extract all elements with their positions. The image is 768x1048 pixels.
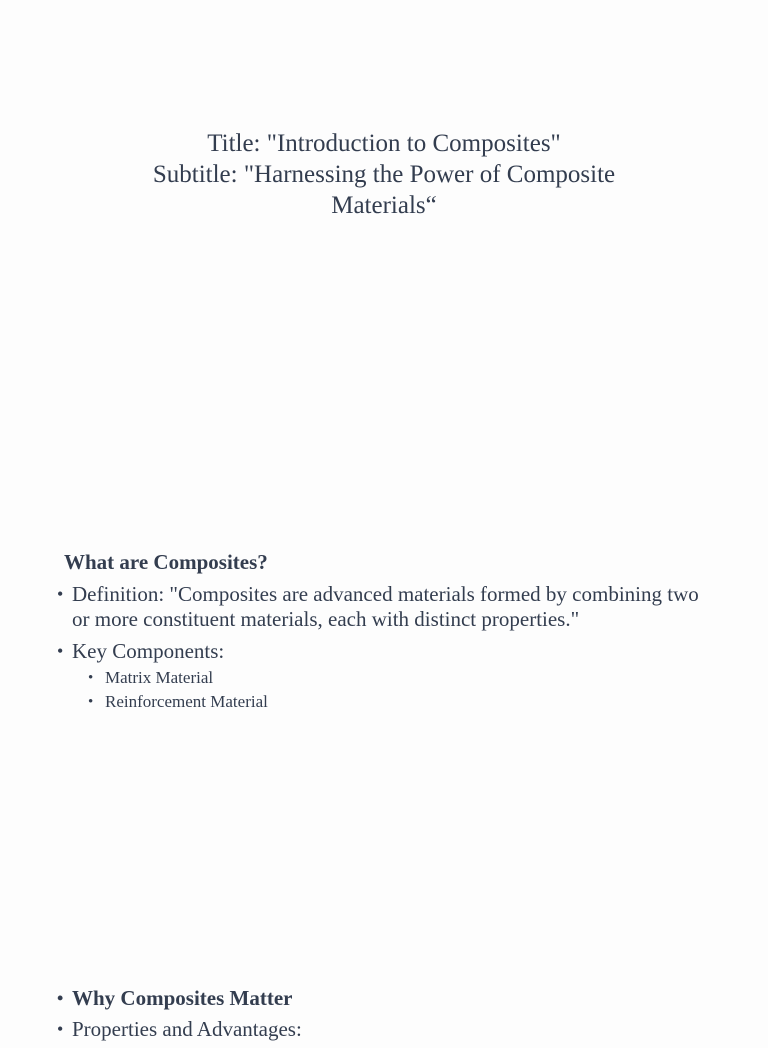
sub-list-item <box>72 666 712 690</box>
sub-list-item-text: Reinforcement Material <box>105 692 268 711</box>
section-heading: What are Composites? <box>64 550 268 574</box>
title-slide <box>0 128 768 528</box>
sub-list-item <box>72 690 712 714</box>
bullet-list <box>0 986 768 1042</box>
title-block <box>124 128 644 221</box>
list-item-properties <box>0 1017 768 1042</box>
slide-title: Title: "Introduction to Composites" <box>207 130 561 157</box>
bullet-icon: • <box>57 1019 64 1039</box>
list-item-definition <box>0 582 768 632</box>
bullet-icon: • <box>88 694 94 710</box>
slide-subtitle: Subtitle: "Harnessing the Power of Composite Materials“ <box>152 161 622 219</box>
what-are-composites-slide <box>0 548 768 721</box>
bullet-icon: • <box>57 584 64 604</box>
list-item-text: Definition: "Composites are advanced materials formed by combining two or more constituent materials, each with distinct properties." <box>72 582 699 631</box>
list-item-text: Key Components: <box>72 639 225 663</box>
list-item-why <box>0 986 768 1011</box>
bullet-icon: • <box>57 641 64 661</box>
bullet-list <box>0 582 768 714</box>
why-composites-slide <box>0 980 768 1048</box>
bullet-icon: • <box>57 988 64 1008</box>
list-item-text: Properties and Advantages: <box>72 1017 302 1041</box>
sub-bullet-list <box>72 666 712 714</box>
list-item-text: Why Composites Matter <box>72 986 293 1010</box>
bullet-icon: • <box>88 670 94 686</box>
list-item-key-components <box>0 639 768 714</box>
sub-list-item-text: Matrix Material <box>105 668 214 687</box>
